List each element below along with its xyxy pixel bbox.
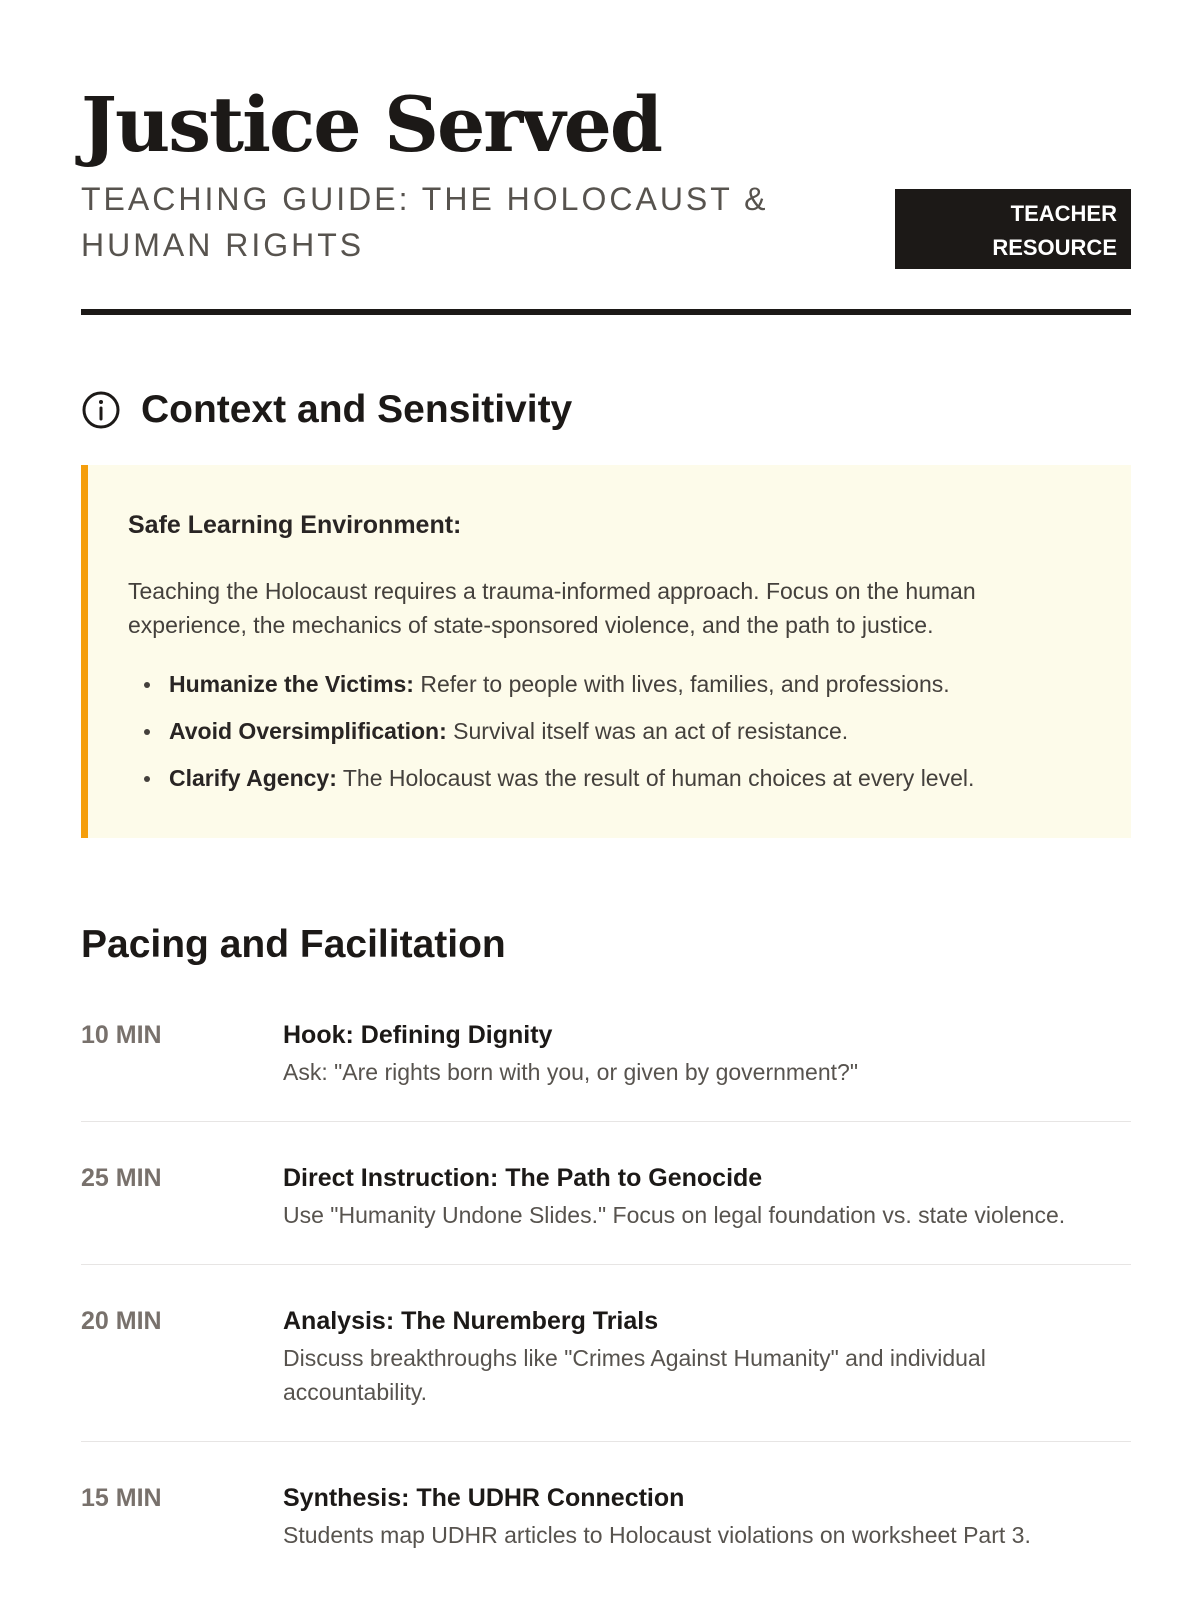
callout-text: Teaching the Holocaust requires a trauma-informed approach. Focus on the human experience, the mechanics of state-sponsored violence, and the path to justice. [128,578,976,638]
pacing-activity-title: Direct Instruction: The Path to Genocide [283,1164,763,1192]
guideline-item [128,667,974,714]
pacing-section-title: Pacing and Facilitation [81,923,506,966]
guideline-label: Humanize the Victims: [169,671,414,697]
pacing-activity-title: Analysis: The Nuremberg Trials [283,1307,659,1335]
pacing-activity [283,1160,1103,1232]
pacing-row [81,1160,1131,1265]
pacing-activity-title: Hook: Defining Dignity [283,1021,553,1049]
context-section-header [81,383,572,437]
badge-line-2: RESOURCE [992,235,1117,260]
pacing-activity-title: Synthesis: The UDHR Connection [283,1484,685,1512]
pacing-duration: 25 MIN [81,1164,162,1192]
guideline-text: Refer to people with lives, families, and professions. [413,671,950,697]
page-title: Justice Served [81,80,661,169]
guideline-text: Survival itself was an act of resistance. [446,718,849,744]
pacing-activity [283,1480,1103,1552]
pacing-activity-description: Students map UDHR articles to Holocaust violations on worksheet Part 3. [283,1522,1031,1548]
badge-line-1: TEACHER [1010,201,1117,226]
pacing-duration: 20 MIN [81,1307,162,1335]
guideline-label: Avoid Oversimplification: [169,718,447,744]
pacing-activity-description: Discuss breakthroughs like "Crimes Against Humanity" and individual accountability. [283,1345,986,1405]
pacing-activity-description: Ask: "Are rights born with you, or given by government?" [283,1059,858,1085]
pacing-duration: 10 MIN [81,1021,162,1049]
guideline-label: Clarify Agency: [169,765,337,791]
pacing-row [81,1303,1131,1442]
info-icon [81,390,121,430]
callout-heading: Safe Learning Environment: [128,511,462,539]
page-subtitle: TEACHING GUIDE: THE HOLOCAUST & HUMAN RIGHTS [81,181,769,263]
context-section-title: Context and Sensitivity [141,388,573,431]
safe-learning-callout [81,465,1131,838]
guideline-text: The Holocaust was the result of human choices at every level. [336,765,975,791]
pacing-duration: 15 MIN [81,1484,162,1512]
teacher-resource-badge [895,189,1131,269]
pacing-row [81,1480,1131,1560]
pacing-activity-description: Use "Humanity Undone Slides." Focus on legal foundation vs. state violence. [283,1202,1066,1228]
pacing-row [81,1017,1131,1122]
pacing-activity [283,1017,1103,1089]
pacing-activity [283,1303,1103,1409]
header-divider [81,309,1131,315]
guideline-item [128,761,974,808]
guideline-list [128,667,974,808]
guideline-item [128,714,974,761]
